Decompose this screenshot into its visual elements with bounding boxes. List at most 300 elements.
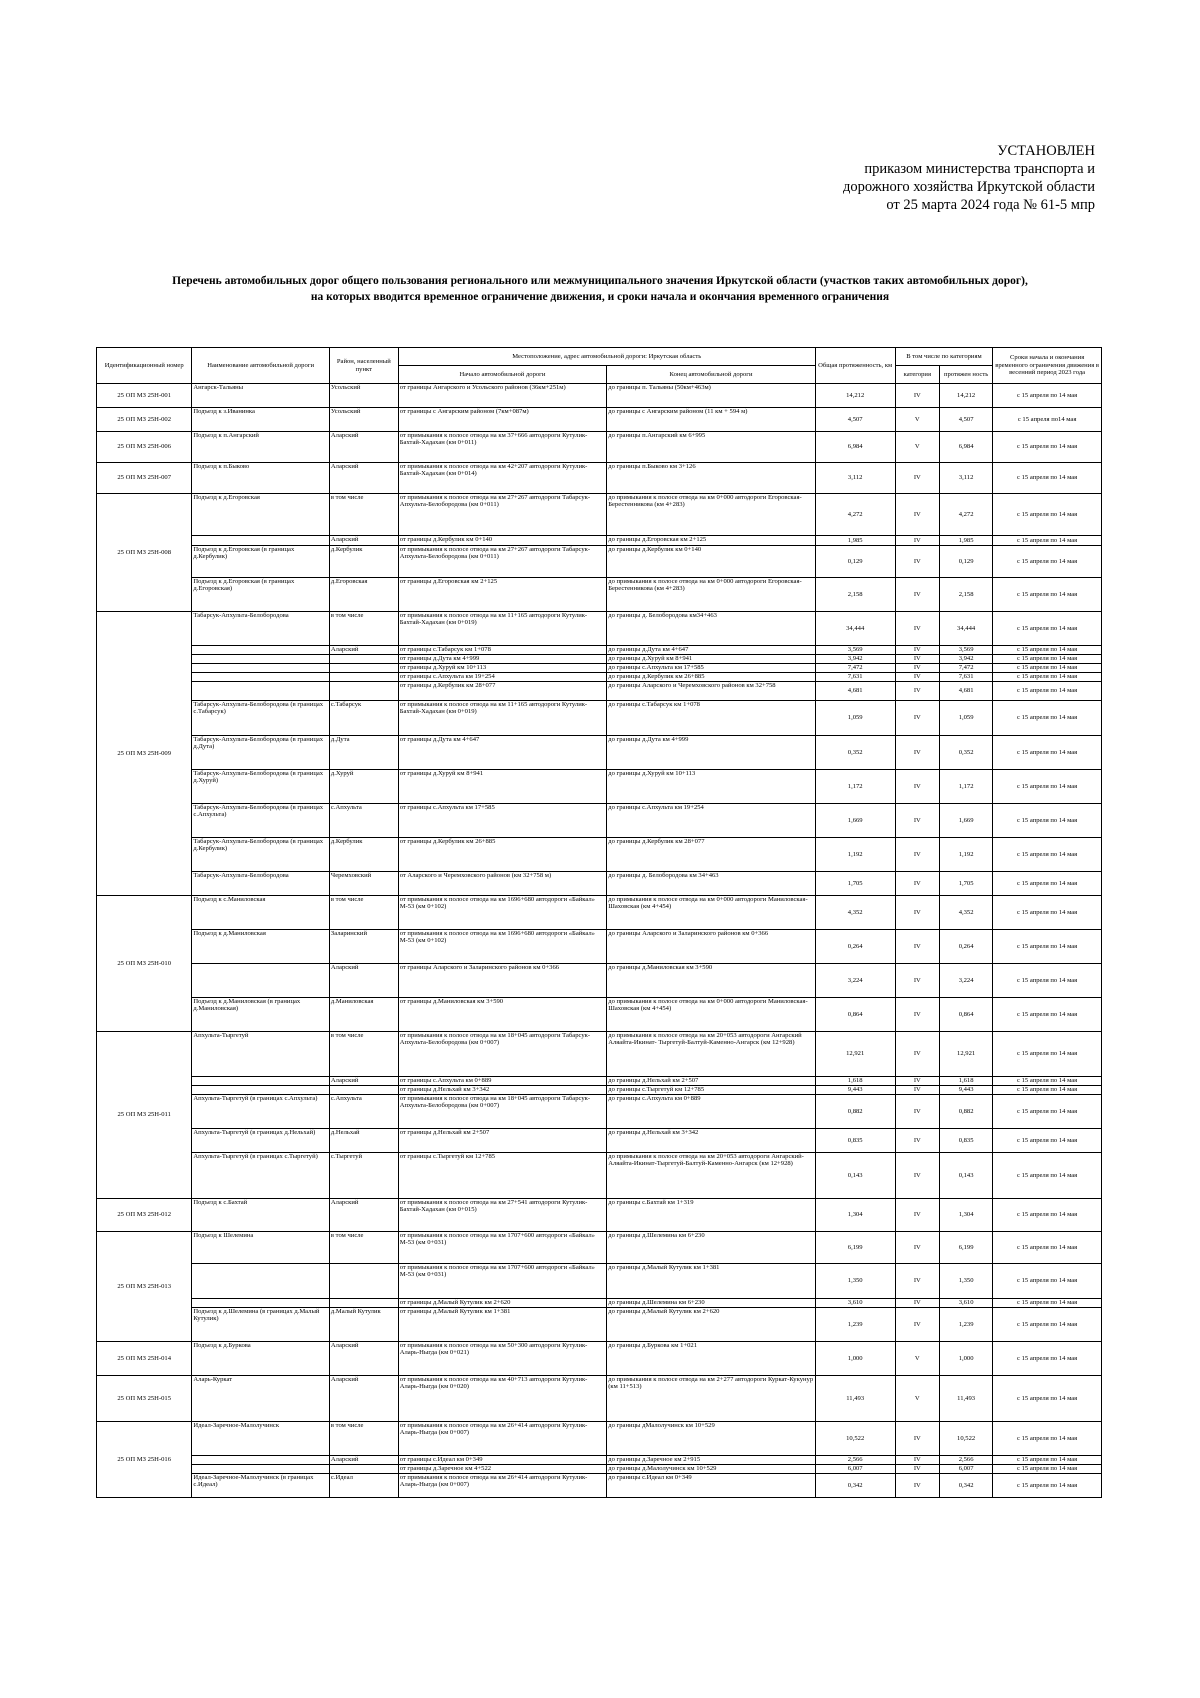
- category-cell: V: [895, 432, 939, 463]
- header-end: Конец автомобильной дороги: [607, 366, 816, 384]
- road-name-cell: Подъезд к д.Егоровская (в границах д.Кербулик): [192, 546, 330, 578]
- table-row: [97, 838, 1102, 872]
- road-name-cell: Подъезд к д.Буркова: [192, 1342, 330, 1376]
- category-cell: IV: [895, 1032, 939, 1077]
- category-cell: IV: [895, 546, 939, 578]
- length-cell: 11,493: [815, 1376, 895, 1422]
- length-cell: 4,507: [815, 408, 895, 432]
- road-name-cell: Подъезд к д.Шелемина (в границах д.Малый Кутулик): [192, 1308, 330, 1342]
- start-cell: от примыкания к полосе отвода на км 27+267 автодороги Табарсук-Апхульта-Белобородова (км 0+011): [398, 546, 607, 578]
- category-length-cell: 6,007: [939, 1465, 992, 1474]
- category-length-cell: 1,059: [939, 701, 992, 736]
- road-name-cell: [192, 655, 330, 664]
- roads-table: [96, 347, 1102, 1498]
- district-cell: д.Кербулик: [329, 546, 398, 578]
- start-cell: от примыкания к полосе отвода на км 1707+600 автодороги «Байкал» М-53 (км 0+031): [398, 1264, 607, 1299]
- table-row: [97, 770, 1102, 804]
- district-cell: Заларинский: [329, 930, 398, 964]
- length-cell: 0,129: [815, 546, 895, 578]
- category-cell: IV: [895, 673, 939, 682]
- category-cell: IV: [895, 964, 939, 998]
- start-cell: от границы д.Хуруй км 8+941: [398, 770, 607, 804]
- start-cell: от границы с.Апхульта км 0+889: [398, 1077, 607, 1086]
- district-cell: [329, 682, 398, 701]
- length-cell: 1,239: [815, 1308, 895, 1342]
- end-cell: до границы д.Нельхай км 2+507: [607, 1077, 816, 1086]
- length-cell: 1,192: [815, 838, 895, 872]
- term-cell: с 15 апреля по 14 мая: [993, 612, 1102, 646]
- category-cell: IV: [895, 1199, 939, 1232]
- start-cell: от границы д.Егоровская км 2+125: [398, 578, 607, 612]
- district-cell: в том числе: [329, 612, 398, 646]
- road-name-cell: Подъезд к п.Быково: [192, 463, 330, 494]
- length-cell: 34,444: [815, 612, 895, 646]
- category-cell: IV: [895, 930, 939, 964]
- term-cell: с 15 апреля по 14 мая: [993, 673, 1102, 682]
- end-cell: до границы д.Малый Кутулик км 2+620: [607, 1308, 816, 1342]
- category-length-cell: 3,610: [939, 1299, 992, 1308]
- table-row: [97, 536, 1102, 546]
- length-cell: 1,985: [815, 536, 895, 546]
- category-length-cell: 1,239: [939, 1308, 992, 1342]
- end-cell: до примыкания к полосе отвода на км 0+000 автодороги Маниловская-Шаховская (км 4+454): [607, 896, 816, 930]
- term-cell: с 15 апреля по 14 мая: [993, 770, 1102, 804]
- category-cell: IV: [895, 1422, 939, 1456]
- road-name-cell: [192, 1086, 330, 1095]
- table-row: [97, 1199, 1102, 1232]
- term-cell: с 15 апреля по14 мая: [993, 408, 1102, 432]
- start-cell: от примыкания к полосе отвода на км 26+414 автодороги Кутулик-Аларь-Ныгда (км 0+007): [398, 1474, 607, 1498]
- length-cell: 0,264: [815, 930, 895, 964]
- term-cell: с 15 апреля по 14 мая: [993, 655, 1102, 664]
- table-row: [97, 896, 1102, 930]
- category-length-cell: 2,158: [939, 578, 992, 612]
- road-name-cell: Идеал-Заречное-Малолучинск (в границах с.Идеал): [192, 1474, 330, 1498]
- start-cell: от границы д.Малый Кутулик км 1+381: [398, 1308, 607, 1342]
- header-district: Район, населенный пункт: [329, 348, 398, 384]
- end-cell: до границы дМалолучинск км 10+529: [607, 1422, 816, 1456]
- term-cell: с 15 апреля по 14 мая: [993, 536, 1102, 546]
- end-cell: до границы д.Егоровская км 2+125: [607, 536, 816, 546]
- road-name-cell: [192, 964, 330, 998]
- table-row: [97, 1032, 1102, 1077]
- length-cell: 6,984: [815, 432, 895, 463]
- length-cell: 12,921: [815, 1032, 895, 1077]
- end-cell: до границы д.Кербулик км 0+140: [607, 546, 816, 578]
- category-length-cell: 7,631: [939, 673, 992, 682]
- end-cell: до границы д.Дута км 4+999: [607, 736, 816, 770]
- district-cell: Аларский: [329, 1342, 398, 1376]
- table-row: [97, 1465, 1102, 1474]
- category-length-cell: 4,507: [939, 408, 992, 432]
- category-length-cell: 0,835: [939, 1129, 992, 1153]
- category-length-cell: 2,566: [939, 1456, 992, 1465]
- term-cell: с 15 апреля по 14 мая: [993, 1456, 1102, 1465]
- end-cell: до границы д.Шелемина км 6+230: [607, 1232, 816, 1264]
- start-cell: от границы с.Идеал км 0+349: [398, 1456, 607, 1465]
- table-row: [97, 384, 1102, 408]
- category-cell: IV: [895, 1299, 939, 1308]
- district-cell: Аларский: [329, 463, 398, 494]
- category-length-cell: 3,112: [939, 463, 992, 494]
- length-cell: 10,522: [815, 1422, 895, 1456]
- term-cell: с 15 апреля по 14 мая: [993, 1342, 1102, 1376]
- category-cell: IV: [895, 998, 939, 1032]
- end-cell: до примыкания к полосе отвода на км 0+000 автодороги Маниловская-Шаховская (км 4+454): [607, 998, 816, 1032]
- category-cell: IV: [895, 804, 939, 838]
- end-cell: до границы Аларского и Заларинского районов км 0+366: [607, 930, 816, 964]
- end-cell: до границы д.Нельхай км 3+342: [607, 1129, 816, 1153]
- end-cell: до границы д.Кербулик км 28+077: [607, 838, 816, 872]
- category-cell: IV: [895, 701, 939, 736]
- start-cell: от примыкания к полосе отвода на км 27+541 автодороги Кутулик-Бахтай-Хадахан (км 0+015): [398, 1199, 607, 1232]
- end-cell: до границы д.Буркова км 1+021: [607, 1342, 816, 1376]
- table-row: [97, 804, 1102, 838]
- length-cell: 0,864: [815, 998, 895, 1032]
- district-cell: д.Кербулик: [329, 838, 398, 872]
- length-cell: 0,342: [815, 1474, 895, 1498]
- district-cell: Аларский: [329, 432, 398, 463]
- district-cell: в том числе: [329, 1232, 398, 1264]
- length-cell: 6,199: [815, 1232, 895, 1264]
- road-name-cell: Подъезд к д.Егоровская: [192, 494, 330, 536]
- category-cell: IV: [895, 1153, 939, 1199]
- approval-line: от 25 марта 2024 года № 61-5 мпр: [886, 197, 1095, 213]
- road-name-cell: Подъезд к с.Бахтай: [192, 1199, 330, 1232]
- start-cell: от примыкания к полосе отвода на км 26+414 автодороги Кутулик-Аларь-Ныгда (км 0+007): [398, 1422, 607, 1456]
- length-cell: 7,631: [815, 673, 895, 682]
- table-row: [97, 646, 1102, 655]
- approval-stamp: [843, 142, 1095, 214]
- term-cell: с 15 апреля по 14 мая: [993, 1153, 1102, 1199]
- start-cell: от примыкания к полосе отвода на км 11+165 автодороги Кутулик-Бахтай-Хадахан (км 0+019): [398, 701, 607, 736]
- header-category: категория: [895, 366, 939, 384]
- category-length-cell: 1,304: [939, 1199, 992, 1232]
- end-cell: до границы д.Хуруй км 10+113: [607, 770, 816, 804]
- document-title: [95, 273, 1105, 305]
- district-cell: [329, 655, 398, 664]
- start-cell: от примыкания к полосе отвода на км 11+165 автодороги Кутулик-Бахтай-Хадахан (км 0+019): [398, 612, 607, 646]
- term-cell: с 15 апреля по 14 мая: [993, 432, 1102, 463]
- length-cell: 4,352: [815, 896, 895, 930]
- road-name-cell: Табарсук-Апхульта-Белобородова: [192, 612, 330, 646]
- term-cell: с 15 апреля по 14 мая: [993, 736, 1102, 770]
- table-row: [97, 1474, 1102, 1498]
- start-cell: от границы Ангарского и Усольского районов (36км+251м): [398, 384, 607, 408]
- table-row: [97, 612, 1102, 646]
- category-length-cell: 0,129: [939, 546, 992, 578]
- term-cell: с 15 апреля по 14 мая: [993, 1032, 1102, 1077]
- term-cell: с 15 апреля по 14 мая: [993, 1308, 1102, 1342]
- end-cell: до примыкания к полосе отвода на км 20+053 автодороги Ангарский-Аляайта-Икинат-Тыргетуй-Балтуй-Каменно-Ангарск (км 12+928): [607, 1153, 816, 1199]
- road-id-cell: 25 ОП МЗ 25Н-011: [97, 1032, 192, 1199]
- category-length-cell: 0,143: [939, 1153, 992, 1199]
- table-row: [97, 578, 1102, 612]
- length-cell: 4,681: [815, 682, 895, 701]
- category-cell: V: [895, 1342, 939, 1376]
- road-id-cell: 25 ОП МЗ 25Н-008: [97, 494, 192, 612]
- road-name-cell: [192, 664, 330, 673]
- table-row: [97, 964, 1102, 998]
- table-row: [97, 1422, 1102, 1456]
- start-cell: от примыкания к полосе отвода на км 50+300 автодороги Кутулик-Аларь-Ныгда (км 0+021): [398, 1342, 607, 1376]
- category-length-cell: 3,942: [939, 655, 992, 664]
- end-cell: до границы п.Ангарский км 6+995: [607, 432, 816, 463]
- road-name-cell: [192, 1456, 330, 1465]
- category-cell: IV: [895, 1077, 939, 1086]
- length-cell: 1,059: [815, 701, 895, 736]
- category-cell: V: [895, 1376, 939, 1422]
- district-cell: д.Дута: [329, 736, 398, 770]
- table-row: [97, 664, 1102, 673]
- district-cell: Аларский: [329, 1077, 398, 1086]
- road-name-cell: [192, 682, 330, 701]
- header-id: Идентификационный номер: [97, 348, 192, 384]
- start-cell: от границы д.Хуруй км 10+113: [398, 664, 607, 673]
- start-cell: от границы д.Нельхай км 3+342: [398, 1086, 607, 1095]
- term-cell: с 15 апреля по 14 мая: [993, 1232, 1102, 1264]
- category-length-cell: 12,921: [939, 1032, 992, 1077]
- district-cell: Аларский: [329, 1199, 398, 1232]
- category-cell: IV: [895, 612, 939, 646]
- district-cell: д.Егоровская: [329, 578, 398, 612]
- category-length-cell: 1,000: [939, 1342, 992, 1376]
- table-body: [97, 384, 1102, 1498]
- district-cell: с.Апхульта: [329, 804, 398, 838]
- category-cell: V: [895, 408, 939, 432]
- district-cell: Усольский: [329, 408, 398, 432]
- district-cell: д.Хуруй: [329, 770, 398, 804]
- start-cell: от примыкания к полосе отвода на км 18+045 автодороги Табарсук-Апхульта-Белобородова (км 0+007): [398, 1032, 607, 1077]
- road-name-cell: [192, 1299, 330, 1308]
- end-cell: до границы д.Заречное км 2+915: [607, 1456, 816, 1465]
- end-cell: до границы д. Белобородова км 34+463: [607, 872, 816, 896]
- end-cell: до границы д.Кербулик км 26+885: [607, 673, 816, 682]
- road-name-cell: Подъезд к д.Егоровская (в границах д.Егоровская): [192, 578, 330, 612]
- table-row: [97, 998, 1102, 1032]
- start-cell: от примыкания к полосе отвода на км 1707+600 автодороги «Байкал» М-53 (км 0+031): [398, 1232, 607, 1264]
- term-cell: с 15 апреля по 14 мая: [993, 384, 1102, 408]
- category-cell: IV: [895, 736, 939, 770]
- start-cell: от границы с.Тыргетуй км 12+785: [398, 1153, 607, 1199]
- end-cell: до границы с.Табарсук км 1+078: [607, 701, 816, 736]
- category-cell: IV: [895, 872, 939, 896]
- district-cell: Аларский: [329, 1376, 398, 1422]
- table-row: [97, 1077, 1102, 1086]
- length-cell: 2,566: [815, 1456, 895, 1465]
- term-cell: с 15 апреля по 14 мая: [993, 463, 1102, 494]
- length-cell: 1,618: [815, 1077, 895, 1086]
- table-row: [97, 546, 1102, 578]
- district-cell: [329, 1086, 398, 1095]
- district-cell: [329, 673, 398, 682]
- district-cell: [329, 664, 398, 673]
- length-cell: 1,669: [815, 804, 895, 838]
- end-cell: до границы п. Тальяны (50км+463м): [607, 384, 816, 408]
- road-name-cell: [192, 1264, 330, 1299]
- district-cell: Аларский: [329, 964, 398, 998]
- road-name-cell: Подъезд к д.Маниловская (в границах д.Маниловская): [192, 998, 330, 1032]
- start-cell: от примыкания к полосе отвода на км 27+267 автодороги Табарсук-Апхульта-Белобородова (км 0+011): [398, 494, 607, 536]
- district-cell: с.Апхульта: [329, 1095, 398, 1129]
- start-cell: от примыкания к полосе отвода на км 1696+680 автодороги «Байкал» М-53 (км 0+102): [398, 896, 607, 930]
- term-cell: с 15 апреля по 14 мая: [993, 664, 1102, 673]
- approval-line: дорожного хозяйства Иркутской области: [842, 179, 1095, 195]
- length-cell: 3,610: [815, 1299, 895, 1308]
- district-cell: д.Малый Кутулик: [329, 1308, 398, 1342]
- district-cell: в том числе: [329, 1032, 398, 1077]
- category-cell: IV: [895, 1465, 939, 1474]
- district-cell: с.Табарсук: [329, 701, 398, 736]
- road-name-cell: [192, 536, 330, 546]
- start-cell: от границы д.Малый Кутулик км 2+620: [398, 1299, 607, 1308]
- table-row: [97, 1308, 1102, 1342]
- category-cell: IV: [895, 494, 939, 536]
- end-cell: до примыкания к полосе отвода на км 2+277 автодороги Куркат-Кукунур (км 11+513): [607, 1376, 816, 1422]
- category-length-cell: 0,352: [939, 736, 992, 770]
- category-length-cell: 0,864: [939, 998, 992, 1032]
- length-cell: 3,569: [815, 646, 895, 655]
- category-length-cell: 3,224: [939, 964, 992, 998]
- category-cell: IV: [895, 664, 939, 673]
- term-cell: с 15 апреля по 14 мая: [993, 682, 1102, 701]
- category-length-cell: 1,172: [939, 770, 992, 804]
- table-row: [97, 1086, 1102, 1095]
- district-cell: Усольский: [329, 384, 398, 408]
- road-name-cell: Подъезд к Шелемина: [192, 1232, 330, 1264]
- category-length-cell: 10,522: [939, 1422, 992, 1456]
- term-cell: с 15 апреля по 14 мая: [993, 964, 1102, 998]
- start-cell: от границы д.Кербулик км 0+140: [398, 536, 607, 546]
- district-cell: [329, 1264, 398, 1299]
- term-cell: с 15 апреля по 14 мая: [993, 1129, 1102, 1153]
- length-cell: 0,835: [815, 1129, 895, 1153]
- category-cell: IV: [895, 896, 939, 930]
- start-cell: от примыкания к полосе отвода на км 18+045 автодороги Табарсук-Апхульта-Белобородова (км 0+007): [398, 1095, 607, 1129]
- table-row: [97, 1299, 1102, 1308]
- category-cell: IV: [895, 770, 939, 804]
- start-cell: от границы с Ангарским районом (7км+087м): [398, 408, 607, 432]
- road-name-cell: Идеал-Заречное-Малолучинск: [192, 1422, 330, 1456]
- district-cell: Аларский: [329, 536, 398, 546]
- header-length: Общая протяженность, км: [815, 348, 895, 384]
- road-name-cell: [192, 646, 330, 655]
- table-row: [97, 1376, 1102, 1422]
- category-length-cell: 34,444: [939, 612, 992, 646]
- length-cell: 6,007: [815, 1465, 895, 1474]
- category-length-cell: 7,472: [939, 664, 992, 673]
- start-cell: от границы с.Апхульта км 19+254: [398, 673, 607, 682]
- table-row: [97, 1232, 1102, 1264]
- end-cell: до примыкания к полосе отвода на км 0+000 автодороги Егоровская-Берестенникова (км 4+283): [607, 494, 816, 536]
- road-id-cell: 25 ОП МЗ 25Н-013: [97, 1232, 192, 1342]
- road-name-cell: Подъезд к з.Иванинка: [192, 408, 330, 432]
- district-cell: в том числе: [329, 896, 398, 930]
- table-row: [97, 1153, 1102, 1199]
- start-cell: от Аларского и Черемховского районов (км 32+758 м): [398, 872, 607, 896]
- road-name-cell: Подъезд к с.Маниловская: [192, 896, 330, 930]
- road-id-cell: 25 ОП МЗ 25Н-012: [97, 1199, 192, 1232]
- end-cell: до границы д.Маниловская км 3+590: [607, 964, 816, 998]
- end-cell: до границы с.Апхульта км 17+585: [607, 664, 816, 673]
- category-length-cell: 4,681: [939, 682, 992, 701]
- road-name-cell: Подъезд к п.Ангарский: [192, 432, 330, 463]
- term-cell: с 15 апреля по 14 мая: [993, 1474, 1102, 1498]
- length-cell: 1,172: [815, 770, 895, 804]
- term-cell: с 15 апреля по 14 мая: [993, 1299, 1102, 1308]
- length-cell: 4,272: [815, 494, 895, 536]
- end-cell: до границы с.Апхульта км 19+254: [607, 804, 816, 838]
- header-incl: В том числе по категориям: [895, 348, 993, 366]
- length-cell: 1,705: [815, 872, 895, 896]
- district-cell: [329, 1299, 398, 1308]
- road-id-cell: 25 ОП МЗ 25Н-006: [97, 432, 192, 463]
- table-row: [97, 494, 1102, 536]
- end-cell: до границы Аларского и Черемховского районов км 32+758: [607, 682, 816, 701]
- category-cell: IV: [895, 536, 939, 546]
- start-cell: от границы д.Маниловская км 3+590: [398, 998, 607, 1032]
- road-name-cell: Апхульта-Тыргетуй: [192, 1032, 330, 1077]
- term-cell: с 15 апреля по 14 мая: [993, 1376, 1102, 1422]
- length-cell: 1,000: [815, 1342, 895, 1376]
- end-cell: до границы д.Дута км 4+647: [607, 646, 816, 655]
- category-length-cell: 6,984: [939, 432, 992, 463]
- length-cell: 9,443: [815, 1086, 895, 1095]
- table-row: [97, 1342, 1102, 1376]
- start-cell: от границы с.Табарсук км 1+078: [398, 646, 607, 655]
- end-cell: до границы д.Хуруй км 8+941: [607, 655, 816, 664]
- end-cell: до границы д.Малолучинск км 10+529: [607, 1465, 816, 1474]
- category-length-cell: 6,199: [939, 1232, 992, 1264]
- term-cell: с 15 апреля по 14 мая: [993, 1264, 1102, 1299]
- category-length-cell: 1,618: [939, 1077, 992, 1086]
- road-name-cell: [192, 1077, 330, 1086]
- term-cell: с 15 апреля по 14 мая: [993, 930, 1102, 964]
- start-cell: от примыкания к полосе отвода на км 40+713 автодороги Кутулик-Аларь-Ныгда (км 0+020): [398, 1376, 607, 1422]
- category-cell: IV: [895, 1308, 939, 1342]
- district-cell: Аларский: [329, 1456, 398, 1465]
- road-id-cell: 25 ОП МЗ 25Н-007: [97, 463, 192, 494]
- category-length-cell: 0,342: [939, 1474, 992, 1498]
- category-cell: IV: [895, 646, 939, 655]
- road-id-cell: 25 ОП МЗ 25Н-010: [97, 896, 192, 1032]
- category-cell: IV: [895, 1086, 939, 1095]
- term-cell: с 15 апреля по 14 мая: [993, 838, 1102, 872]
- category-length-cell: 4,272: [939, 494, 992, 536]
- category-length-cell: 1,350: [939, 1264, 992, 1299]
- road-name-cell: [192, 1465, 330, 1474]
- start-cell: от границы д.Дута км 4+999: [398, 655, 607, 664]
- end-cell: до границы с Ангарским районом (11 км + 594 м): [607, 408, 816, 432]
- district-cell: Черемховский: [329, 872, 398, 896]
- table-row: [97, 463, 1102, 494]
- road-name-cell: Табарсук-Апхульта-Белобородова (в границах д.Дута): [192, 736, 330, 770]
- category-cell: IV: [895, 463, 939, 494]
- road-name-cell: [192, 673, 330, 682]
- category-length-cell: 1,985: [939, 536, 992, 546]
- term-cell: с 15 апреля по 14 мая: [993, 494, 1102, 536]
- end-cell: до примыкания к полосе отвода на км 0+000 автодороги Егоровская-Берестенникова (км 4+283): [607, 578, 816, 612]
- category-cell: IV: [895, 1264, 939, 1299]
- start-cell: от границы д.Нельхай км 2+507: [398, 1129, 607, 1153]
- length-cell: 0,143: [815, 1153, 895, 1199]
- term-cell: с 15 апреля по 14 мая: [993, 998, 1102, 1032]
- district-cell: [329, 1465, 398, 1474]
- start-cell: от границы д.Кербулик км 28+077: [398, 682, 607, 701]
- term-cell: с 15 апреля по 14 мая: [993, 701, 1102, 736]
- road-name-cell: Табарсук-Апхульта-Белобородова (в границах д.Кербулик): [192, 838, 330, 872]
- start-cell: от границы д.Дута км 4+647: [398, 736, 607, 770]
